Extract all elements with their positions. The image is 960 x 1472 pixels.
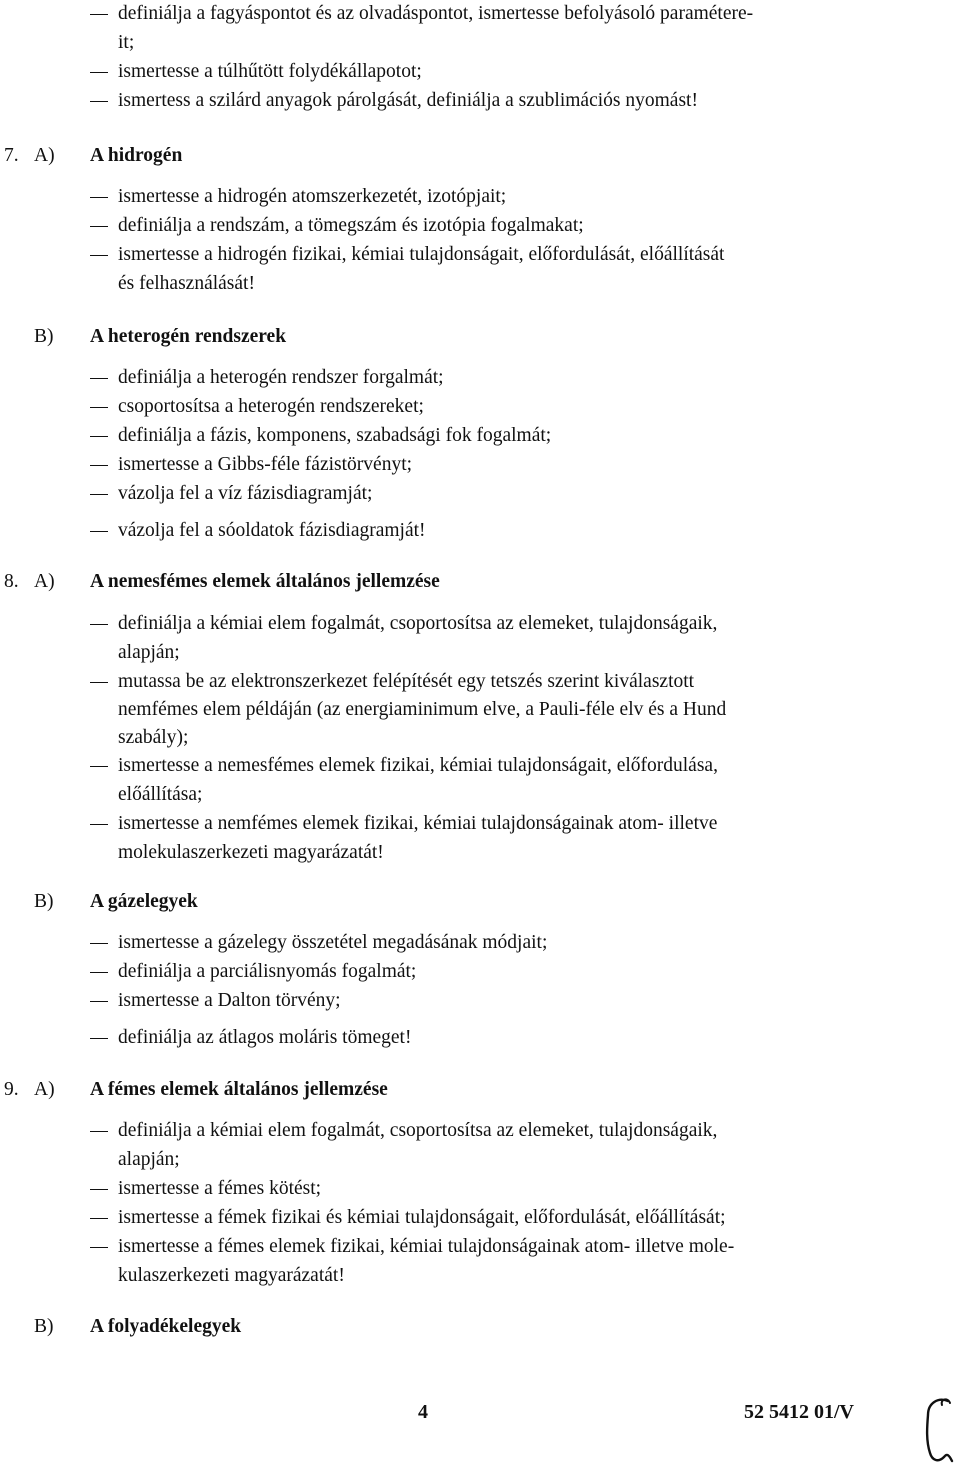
section-title: A gázelegyek: [90, 891, 198, 912]
dash-bullet: [90, 1247, 108, 1248]
list-item-text: definiálja a fagyáspontot és az olvadáspontot, ismertesse befolyásoló paramétere-: [118, 3, 754, 24]
dash-bullet: [90, 531, 108, 532]
list-item-text: definiálja az átlagos moláris tömeget!: [118, 1027, 412, 1048]
list-item-text: ismertesse a fémek fizikai és kémiai tulajdonságait, előfordulását, előállítását;: [118, 1207, 726, 1228]
list-item-text: ismertesse a gázelegy összetétel megadásának módjait;: [118, 932, 548, 953]
list-item-text: szabály);: [118, 727, 189, 748]
list-item-text: csoportosítsa a heterogén rendszereket;: [118, 396, 424, 417]
list-item-text: vázolja fel a víz fázisdiagramját;: [118, 483, 373, 504]
section-part-label: B): [34, 1316, 54, 1337]
list-item-text: alapján;: [118, 1149, 180, 1170]
signature-mark: [918, 1395, 956, 1467]
document-code: 52 5412 01/V: [744, 1401, 854, 1423]
dash-bullet: [90, 1001, 108, 1002]
dash-bullet: [90, 494, 108, 495]
section-number: 9.: [4, 1079, 19, 1100]
list-item-text: vázolja fel a sóoldatok fázisdiagramját!: [118, 520, 426, 541]
section-part-label: A): [34, 571, 55, 592]
dash-bullet: [90, 378, 108, 379]
dash-bullet: [90, 824, 108, 825]
list-item-text: előállítása;: [118, 784, 203, 805]
list-item-text: kulaszerkezeti magyarázatát!: [118, 1265, 345, 1286]
dash-bullet: [90, 943, 108, 944]
dash-bullet: [90, 624, 108, 625]
dash-bullet: [90, 14, 108, 15]
list-item-text: ismertesse a Gibbs-féle fázistörvényt;: [118, 454, 413, 475]
section-part-label: A): [34, 1079, 55, 1100]
list-item-text: ismertesse a fémes kötést;: [118, 1178, 322, 1199]
section-title: A hidrogén: [90, 145, 183, 166]
list-item-text: ismertesse a Dalton törvény;: [118, 990, 341, 1011]
dash-bullet: [90, 465, 108, 466]
dash-bullet: [90, 226, 108, 227]
section-part-label: A): [34, 145, 55, 166]
section-part-label: B): [34, 326, 54, 347]
dash-bullet: [90, 407, 108, 408]
list-item-text: it;: [118, 32, 135, 53]
list-item-text: ismertess a szilárd anyagok párolgását, definiálja a szublimációs nyomást!: [118, 90, 698, 111]
dash-bullet: [90, 72, 108, 73]
list-item-text: ismertesse a hidrogén atomszerkezetét, izotópjait;: [118, 186, 507, 207]
dash-bullet: [90, 436, 108, 437]
list-item-text: definiálja a fázis, komponens, szabadsági fok fogalmát;: [118, 425, 552, 446]
list-item-text: ismertesse a nemfémes elemek fizikai, kémiai tulajdonságainak atom- illetve: [118, 813, 718, 834]
list-item-text: definiálja a rendszám, a tömegszám és izotópia fogalmakat;: [118, 215, 584, 236]
list-item-text: definiálja a parciálisnyomás fogalmát;: [118, 961, 417, 982]
dash-bullet: [90, 1189, 108, 1190]
dash-bullet: [90, 1218, 108, 1219]
section-title: A folyadékelegyek: [90, 1316, 242, 1337]
section-part-label: B): [34, 891, 54, 912]
dash-bullet: [90, 766, 108, 767]
list-item-text: ismertesse a túlhűtött folydékállapotot;: [118, 61, 422, 82]
dash-bullet: [90, 972, 108, 973]
dash-bullet: [90, 101, 108, 102]
list-item-text: ismertesse a nemesfémes elemek fizikai, kémiai tulajdonságait, előfordulása,: [118, 755, 718, 776]
dash-bullet: [90, 255, 108, 256]
list-item-text: nemfémes elem példáján (az energiaminimum elve, a Pauli-féle elv és a Hund: [118, 699, 727, 720]
list-item-text: definiálja a kémiai elem fogalmát, csoportosítsa az elemeket, tulajdonságaik,: [118, 1120, 718, 1141]
section-title: A heterogén rendszerek: [90, 326, 287, 347]
list-item-text: és felhasználását!: [118, 273, 255, 294]
dash-bullet: [90, 682, 108, 683]
dash-bullet: [90, 1131, 108, 1132]
list-item-text: mutassa be az elektronszerkezet felépítését egy tetszés szerint kiválasztott: [118, 671, 695, 692]
list-item-text: definiálja a heterogén rendszer forgalmát;: [118, 367, 444, 388]
dash-bullet: [90, 197, 108, 198]
section-number: 7.: [4, 145, 19, 166]
list-item-text: alapján;: [118, 642, 180, 663]
list-item-text: molekulaszerkezeti magyarázatát!: [118, 842, 384, 863]
dash-bullet: [90, 1038, 108, 1039]
list-item-text: ismertesse a fémes elemek fizikai, kémiai tulajdonságainak atom- illetve mole-: [118, 1236, 735, 1257]
section-number: 8.: [4, 571, 19, 592]
list-item-text: definiálja a kémiai elem fogalmát, csoportosítsa az elemeket, tulajdonságaik,: [118, 613, 718, 634]
page-number: 4: [418, 1401, 428, 1423]
section-title: A nemesfémes elemek általános jellemzése: [90, 571, 440, 592]
section-title: A fémes elemek általános jellemzése: [90, 1079, 388, 1100]
list-item-text: ismertesse a hidrogén fizikai, kémiai tulajdonságait, előfordulását, előállítását: [118, 244, 725, 265]
